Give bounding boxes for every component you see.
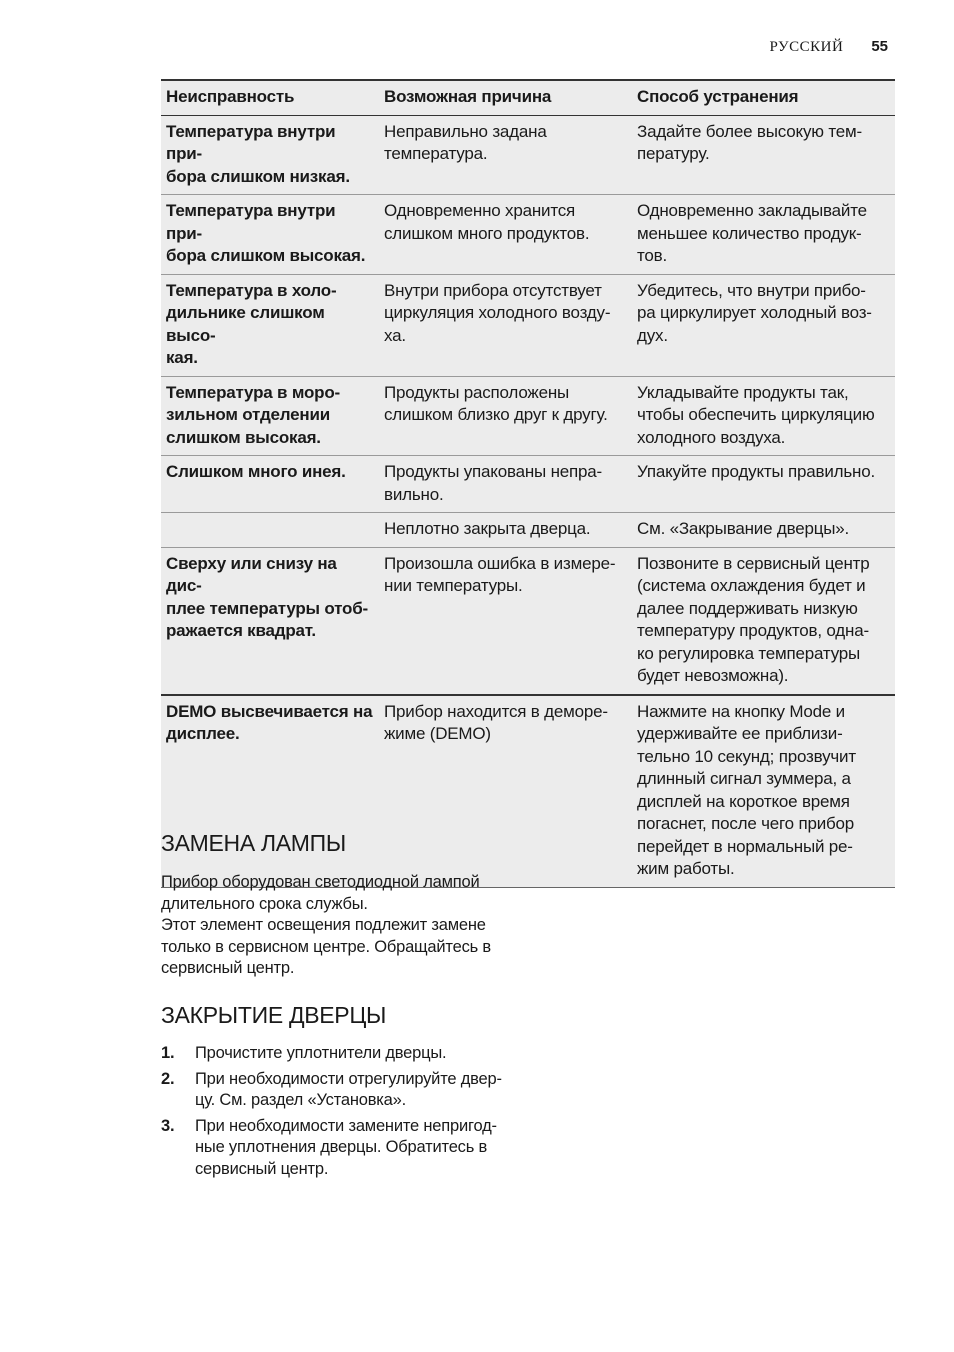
step-number: 3. bbox=[161, 1116, 175, 1135]
issue-cell bbox=[161, 513, 379, 548]
table-row bbox=[161, 376, 895, 456]
remedy-cell: Одновременно закладывайте меньшее количество продук- тов. bbox=[632, 195, 895, 275]
step-text: При необходимости замените непригод- ные уплотнения дверцы. Обратитесь в сервисный центр. bbox=[195, 1116, 497, 1178]
table-row bbox=[161, 115, 895, 195]
cause-cell: Неправильно задана температура. bbox=[379, 115, 632, 195]
door-steps-list bbox=[161, 1043, 511, 1185]
step-number: 1. bbox=[161, 1044, 175, 1062]
column-header-remedy: Способ устранения bbox=[632, 80, 895, 115]
table-row bbox=[161, 513, 895, 548]
table-header-row bbox=[161, 80, 895, 115]
page-number: 55 bbox=[871, 38, 888, 55]
cause-cell: Прибор находится в деморе- жиме (DEMO) bbox=[379, 695, 632, 888]
table-row bbox=[161, 274, 895, 376]
cause-cell: Внутри прибора отсутствует циркуляция холодного возду- ха. bbox=[379, 274, 632, 376]
cause-cell: Продукты расположены слишком близко друг к другу. bbox=[379, 376, 632, 456]
troubleshooting-table bbox=[161, 79, 895, 888]
issue-cell: Температура внутри при- бора слишком высокая. bbox=[161, 195, 379, 275]
table-row bbox=[161, 456, 895, 513]
table-row bbox=[161, 547, 895, 695]
issue-cell: Температура внутри при- бора слишком низкая. bbox=[161, 115, 379, 195]
issue-cell: Сверху или снизу на дис- плее температуры отоб- ражается квадрат. bbox=[161, 547, 379, 695]
lamp-section-title: ЗАМЕНА ЛАМПЫ bbox=[161, 830, 346, 856]
door-section-title: ЗАКРЫТИЕ ДВЕРЦЫ bbox=[161, 1002, 387, 1028]
cause-cell: Произошла ошибка в измере- нии температуры. bbox=[379, 547, 632, 695]
language-label: РУССКИЙ bbox=[769, 39, 844, 55]
cause-cell: Неплотно закрыта дверца. bbox=[379, 513, 632, 548]
remedy-cell: Упакуйте продукты правильно. bbox=[632, 456, 895, 513]
table-row bbox=[161, 195, 895, 275]
step-number: 2. bbox=[161, 1069, 175, 1088]
issue-cell: DEMO высвечивается на дисплее. bbox=[161, 695, 379, 888]
cause-cell: Одновременно хранится слишком много продуктов. bbox=[379, 195, 632, 275]
remedy-cell: Позвоните в сервисный центр (система охлаждения будет и далее поддерживать низкую температуру продуктов, одна- ко регулировка температуры будет невозможна). bbox=[632, 547, 895, 695]
remedy-cell: Укладывайте продукты так, чтобы обеспечить циркуляцию холодного воздуха. bbox=[632, 376, 895, 456]
column-header-issue: Неисправность bbox=[161, 80, 379, 115]
list-item bbox=[161, 1043, 511, 1065]
list-item bbox=[161, 1116, 511, 1181]
step-text: Прочистите уплотнители дверцы. bbox=[195, 1044, 447, 1062]
list-item bbox=[161, 1069, 511, 1112]
remedy-cell: Убедитесь, что внутри прибо- ра циркулирует холодный воз- дух. bbox=[632, 274, 895, 376]
remedy-cell: См. «Закрывание дверцы». bbox=[632, 513, 895, 548]
page-header bbox=[770, 38, 888, 56]
remedy-cell: Нажмите на кнопку Mode и удерживайте ее приблизи- тельно 10 секунд; прозвучит длинный сигнал зуммера, а дисплей на короткое время погаснет, после чего прибор перейдет в нормальный ре- жим работы. bbox=[632, 695, 895, 888]
table-row bbox=[161, 695, 895, 888]
column-header-cause: Возможная причина bbox=[379, 80, 632, 115]
step-text: При необходимости отрегулируйте двер- цу. См. раздел «Установка». bbox=[195, 1069, 502, 1110]
issue-cell: Температура в холо- дильнике слишком высо- кая. bbox=[161, 274, 379, 376]
remedy-cell: Задайте более высокую тем- пературу. bbox=[632, 115, 895, 195]
issue-cell: Слишком много инея. bbox=[161, 456, 379, 513]
cause-cell: Продукты упакованы непра- вильно. bbox=[379, 456, 632, 513]
issue-cell: Температура в моро- зильном отделении слишком высокая. bbox=[161, 376, 379, 456]
lamp-section-text: Прибор оборудован светодиодной лампой длительного срока службы. Этот элемент освещения подлежит замене только в сервисном центре. Обращайтесь в сервисный центр. bbox=[161, 873, 491, 978]
